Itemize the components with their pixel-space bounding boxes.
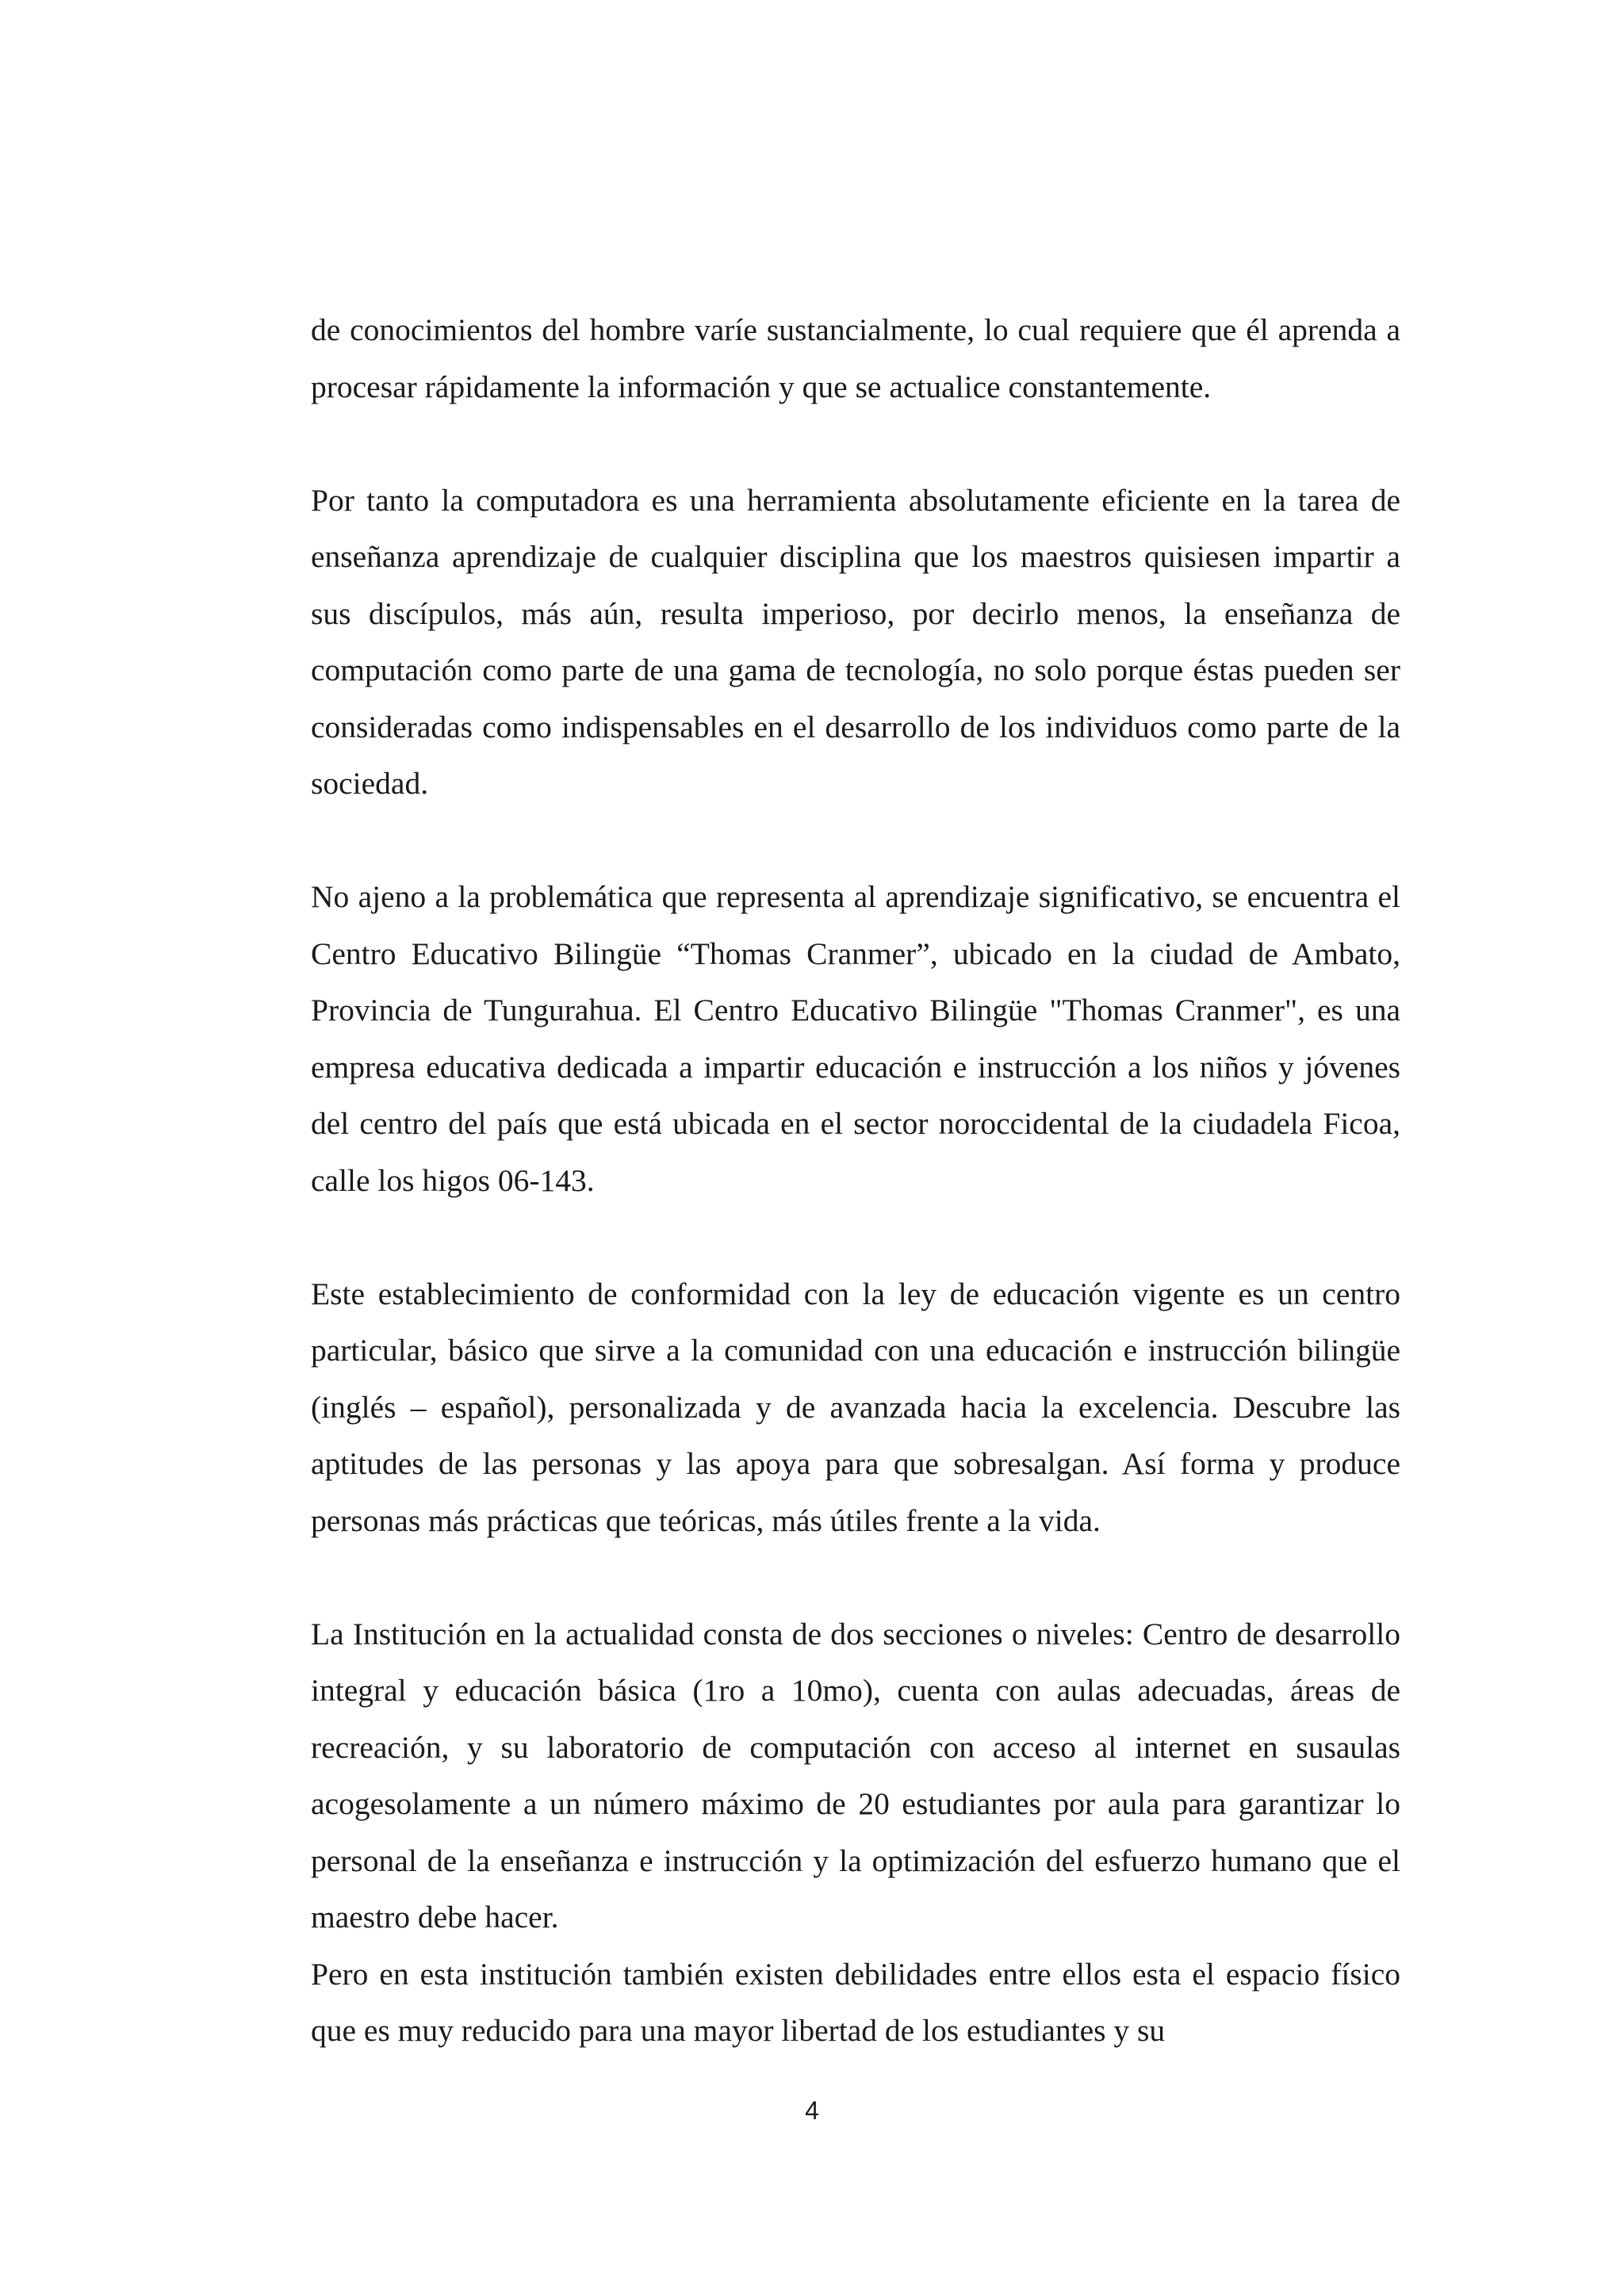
paragraph-4: Este establecimiento de conformidad con la ley de educación vigente es un centro particular, básico que sirve a la comunidad con una educación e instrucción bilingüe (inglés – español), personalizada y de avanzada hacia la excelencia. Descubre las aptitudes de las personas y las apoya para que sobresalgan. Así forma y produce personas más prácticas que teóricas, más útiles frente a la vida. <box>311 1276 1400 1538</box>
paragraph-3: No ajeno a la problemática que representa al aprendizaje significativo, se encuentra el Centro Educativo Bilingüe “Thomas Cranmer”, ubicado en la ciudad de Ambato, Provincia de Tungurahua. El Centro Educativo Bilingüe "Thomas Cranmer", es una empresa educativa dedicada a impartir educación e instrucción a los niños y jóvenes del centro del país que está ubicada en el sector noroccidental de la ciudadela Ficoa, calle los higos 06-143. <box>311 879 1400 1198</box>
body-text <box>311 302 1400 2060</box>
paragraph-6: Pero en esta institución también existen debilidades entre ellos esta el espacio físico que es muy reducido para una mayor libertad de los estudiantes y su <box>311 1956 1400 2048</box>
page-number: 4 <box>805 2096 819 2125</box>
paragraph-5: La Institución en la actualidad consta de dos secciones o niveles: Centro de desarrollo integral y educación básica (1ro a 10mo), cuenta con aulas adecuadas, áreas de recreación, y su laboratorio de computación con acceso al internet en susaulas acogesolamente a un número máximo de 20 estudiantes por aula para garantizar lo personal de la enseñanza e instrucción y la optimización del esfuerzo humano que el maestro debe hacer. <box>311 1616 1400 1934</box>
paragraph-2: Por tanto la computadora es una herramienta absolutamente eficiente en la tarea de enseñanza aprendizaje de cualquier disciplina que los maestros quisiesen impartir a sus discípulos, más aún, resulta imperioso, por decirlo menos, la enseñanza de computación como parte de una gama de tecnología, no solo porque éstas pueden ser consideradas como indispensables en el desarrollo de los individuos como parte de la sociedad. <box>311 482 1400 801</box>
paragraph-1: de conocimientos del hombre varíe sustancialmente, lo cual requiere que él aprenda a procesar rápidamente la información y que se actualice constantemente. <box>311 312 1400 404</box>
